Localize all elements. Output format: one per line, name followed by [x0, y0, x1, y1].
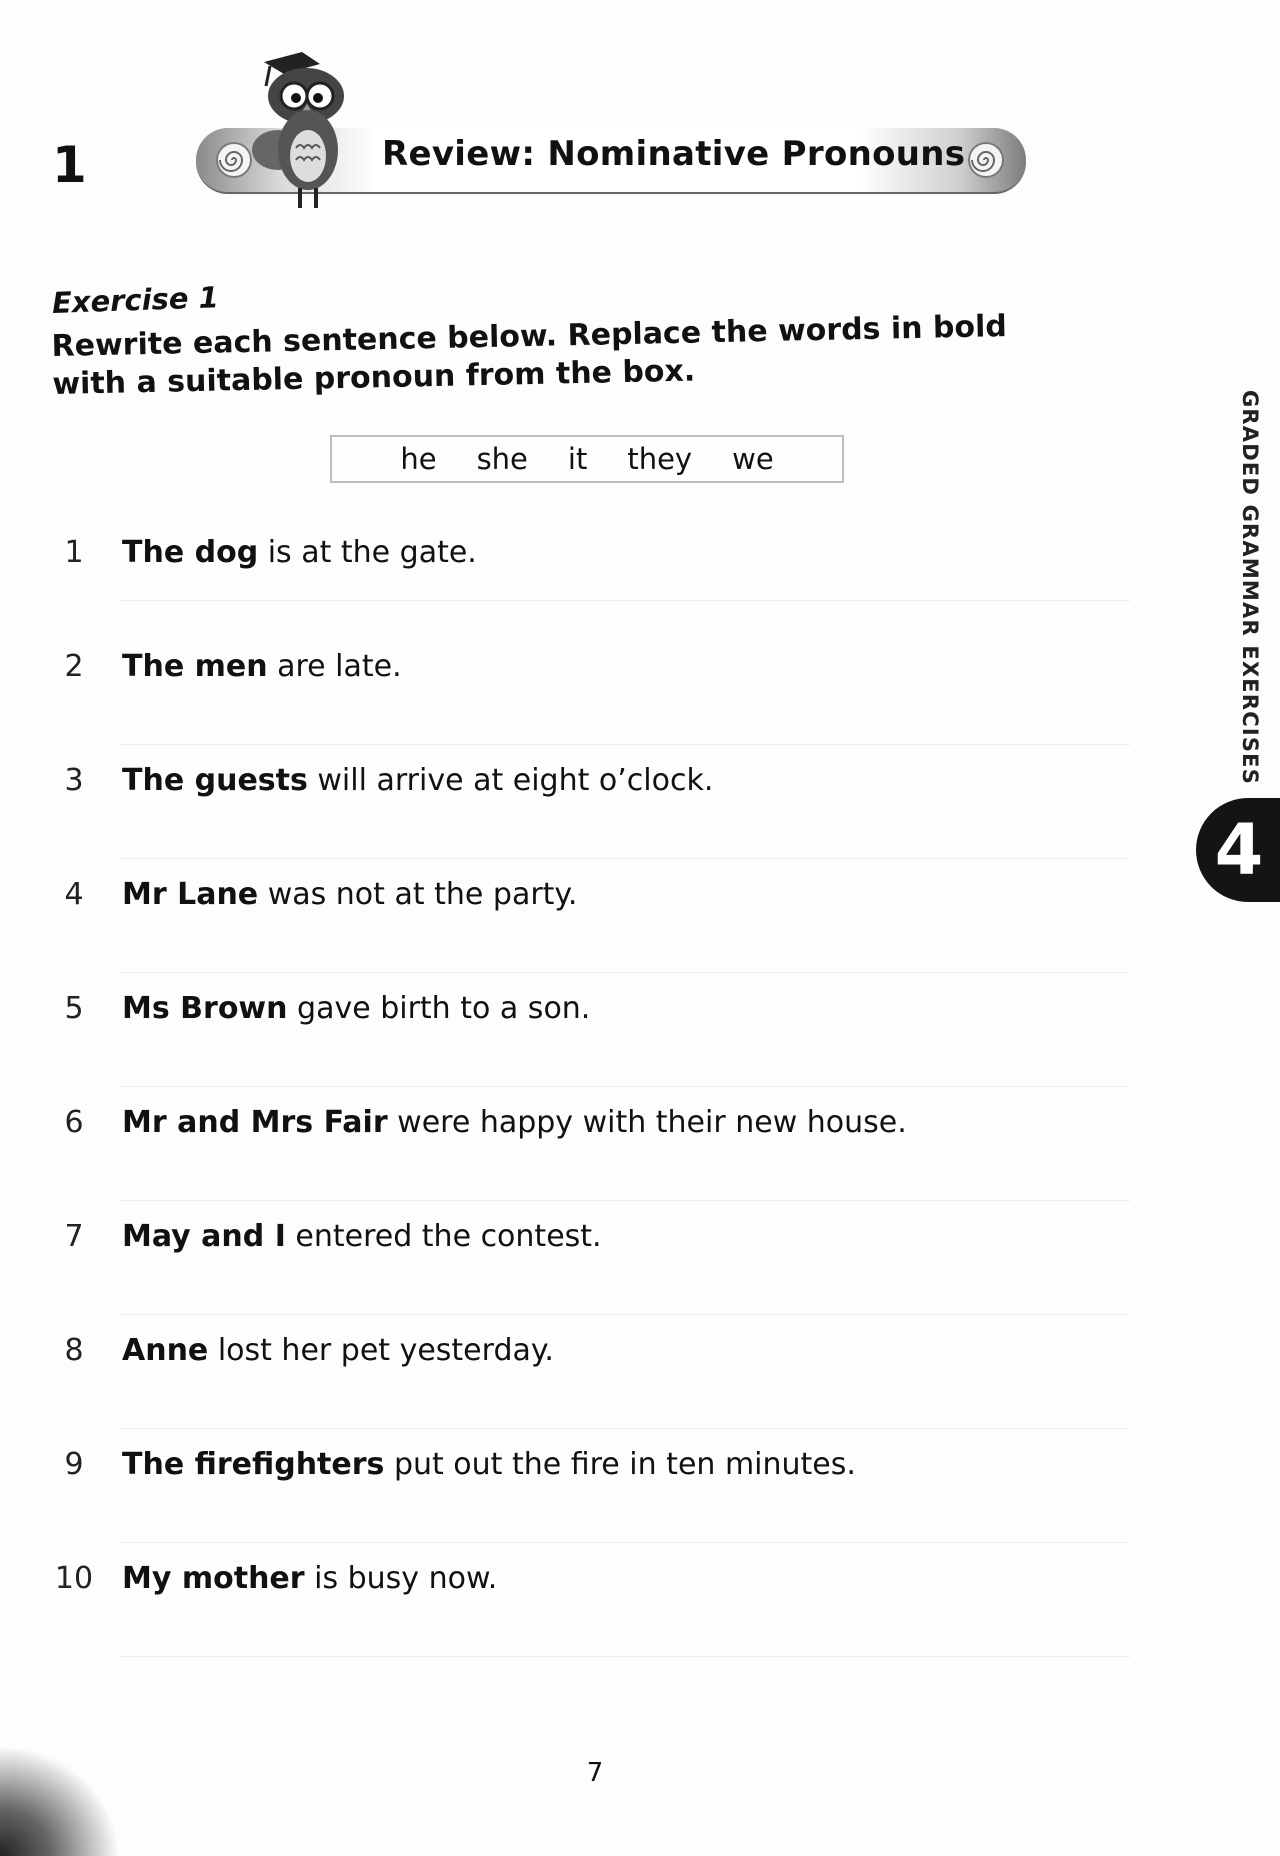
sentence-number: 10 — [54, 1561, 94, 1596]
answer-line[interactable] — [120, 1314, 1130, 1315]
swirl-icon — [968, 142, 1004, 178]
answer-line[interactable] — [120, 1656, 1130, 1657]
exercise-instructions: Rewrite each sentence below. Replace the words in bold with a suitable pronoun from the box. — [51, 308, 1008, 402]
word-box-item: it — [567, 442, 588, 476]
sentence-number: 2 — [64, 649, 84, 684]
sentence-number: 3 — [64, 763, 84, 798]
sentence-rest: is busy now. — [304, 1561, 498, 1596]
answer-line[interactable] — [120, 858, 1130, 859]
sentence-bold-words: The firefighters — [122, 1447, 385, 1482]
sentence-item — [52, 1329, 1132, 1373]
sentence-text — [122, 759, 713, 803]
sentence-bold-words: My mother — [122, 1561, 305, 1596]
sentence-number: 4 — [64, 877, 84, 912]
answer-line[interactable] — [120, 600, 1130, 601]
page-number: 7 — [586, 1758, 604, 1788]
sentence-rest: lost her pet yesterday. — [208, 1333, 554, 1368]
sentence-item — [52, 873, 1132, 917]
answer-line[interactable] — [120, 972, 1130, 973]
sentence-text — [122, 645, 402, 689]
sentence-bold-words: The men — [122, 649, 268, 684]
sentence-item — [52, 1101, 1132, 1145]
sentence-rest: are late. — [267, 649, 402, 684]
word-box-item: he — [400, 442, 437, 476]
sentence-text — [122, 1101, 907, 1145]
scan-shadow — [0, 1745, 120, 1856]
sentence-bold-words: Anne — [122, 1333, 209, 1368]
swirl-icon — [216, 142, 252, 178]
sentence-rest: were happy with their new house. — [387, 1105, 907, 1140]
sentence-number: 9 — [64, 1447, 84, 1482]
series-title: GRADED GRAMMAR EXERCISES — [1238, 390, 1262, 786]
sentence-number: 8 — [64, 1333, 84, 1368]
sentence-rest: gave birth to a son. — [287, 991, 591, 1026]
page-title: Review: Nominative Pronouns — [382, 134, 966, 174]
sentence-text — [122, 873, 577, 917]
sentence-number: 5 — [64, 991, 84, 1026]
sentence-text — [122, 1215, 602, 1259]
sentence-rest: was not at the party. — [258, 877, 578, 912]
sentence-text — [122, 1443, 856, 1487]
sentence-rest: put out the fire in ten minutes. — [384, 1447, 856, 1482]
sentence-item — [52, 1215, 1132, 1259]
sentence-item — [52, 1557, 1132, 1601]
sentence-rest: entered the contest. — [285, 1219, 602, 1254]
sentence-item — [52, 987, 1132, 1031]
answer-line[interactable] — [120, 1200, 1130, 1201]
sentence-item — [52, 1443, 1132, 1487]
sentence-number: 6 — [64, 1105, 84, 1140]
unit-number: 1 — [52, 136, 87, 194]
sentence-bold-words: Mr and Mrs Fair — [122, 1105, 388, 1140]
word-box-item: she — [476, 442, 528, 476]
sentence-bold-words: Mr Lane — [122, 877, 259, 912]
sentence-text — [122, 987, 590, 1031]
sentence-bold-words: The dog — [122, 535, 259, 570]
sentence-text — [122, 1557, 497, 1601]
sentence-bold-words: May and I — [122, 1219, 286, 1254]
sentence-rest: will arrive at eight o’clock. — [307, 763, 714, 798]
sentence-text — [122, 1329, 554, 1373]
pronoun-word-box — [330, 435, 844, 483]
word-box-item: they — [627, 442, 693, 476]
answer-line[interactable] — [120, 1542, 1130, 1543]
answer-line[interactable] — [120, 1086, 1130, 1087]
sentence-rest: is at the gate. — [258, 535, 477, 570]
sentence-item — [52, 759, 1132, 803]
word-box-item: we — [732, 442, 774, 476]
sentence-text — [122, 531, 477, 575]
answer-line[interactable] — [120, 744, 1130, 745]
answer-line[interactable] — [120, 1428, 1130, 1429]
sentence-item — [52, 531, 1132, 575]
sentence-bold-words: The guests — [122, 763, 308, 798]
sentence-bold-words: Ms Brown — [122, 991, 288, 1026]
exercise-label: Exercise 1 — [51, 280, 220, 320]
level-badge: 4 — [1196, 798, 1280, 902]
sentence-item — [52, 645, 1132, 689]
sentence-number: 1 — [64, 535, 84, 570]
owl-with-graduation-cap-icon — [250, 52, 370, 212]
sentence-number: 7 — [64, 1219, 84, 1254]
